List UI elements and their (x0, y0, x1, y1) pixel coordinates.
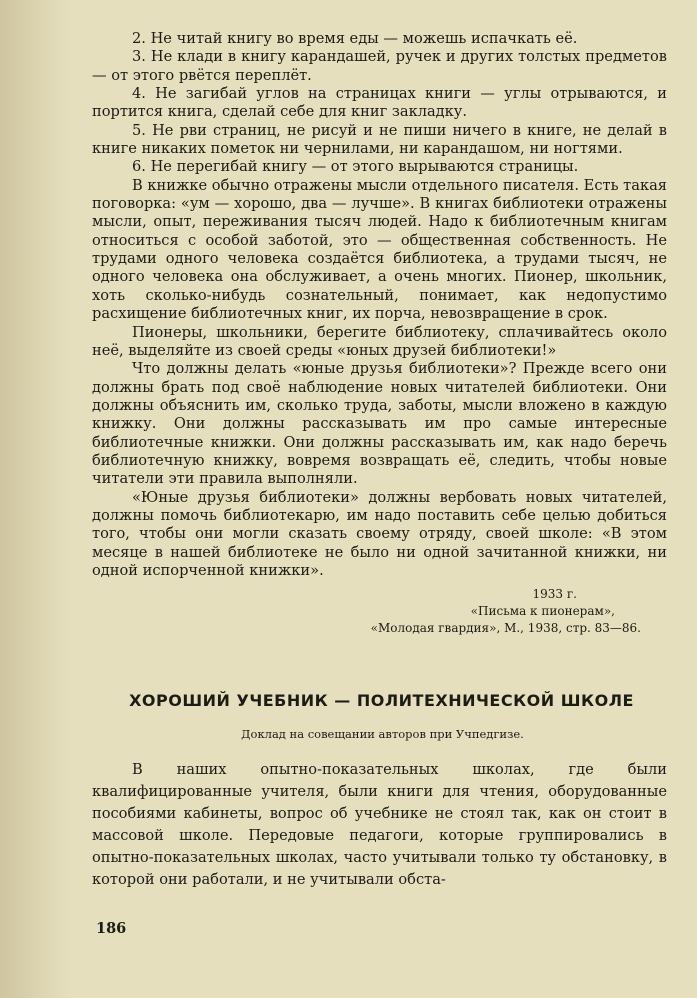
signature-source: «Письма к пионерам», (470, 604, 615, 619)
section-body (92, 759, 667, 891)
signature-block (92, 586, 667, 637)
paragraph-rule-4: 4. Не загибай углов на страницах книги — углы отрываются, и портится книга, сделай себе для книг закладку. (92, 85, 667, 121)
section-paragraph: В наших опытно-показательных школах, где были квалифицированные учителя, были книги для чтения, оборудованные пособиями кабинеты, вопрос об учебнике не стоял так, как он стоит в массовой школе. Передовые педагоги, которые группировались в опытно-показательных школах, часто учитывали только ту обстановку, в которой они работали, и не учитывали обста- (92, 761, 667, 889)
paragraph-rule-3: 3. Не клади в книгу карандашей, ручек и других толстых предметов — от этого рвётся переплёт. (92, 48, 667, 84)
page-number: 186 (96, 920, 127, 937)
signature-year: 1933 г. (532, 587, 577, 602)
paragraph-library-thoughts: В книжке обычно отражены мысли отдельного писателя. Есть такая поговорка: «ум — хорошо, два — лучше». В книгах библиотеки отражены мысли, опыт, переживания тысяч людей. Надо к библиотечным книгам относиться с особой заботой, это — общественная собственность. Не трудами одного человека создаётся библиотека, а трудами тысяч, не одного человека она обслуживает, а очень многих. Пионер, школьник, хоть сколько-нибудь сознательный, понимает, как недопустимо расхищение библиотечных книг, их порча, невозвращение в срок. (92, 176, 667, 323)
paragraph-what-to-do: Что должны делать «юные друзья библиотеки»? Прежде всего они должны брать под своё наблюдение новых читателей библиотеки. Они должны объяснить им, сколько труда, заботы, мысли вложено в каждую книжку. Они должны рассказывать им про самые интересные библиотечные книжки. Они должны рассказывать им, как надо беречь библиотечную книжку, вовремя возвращать её, следить, чтобы новые читатели эти правила выполняли. (92, 360, 667, 488)
paragraph-rule-6: 6. Не перегибай книгу — от этого вырываются страницы. (132, 158, 579, 176)
paragraph-rule-5: 5. Не рви страниц, не рисуй и не пиши ничего в книге, не делай в книге никаких пометок ни чернилами, ни карандашом, ни ногтями. (92, 121, 667, 158)
signature-publication: «Молодая гвардия», М., 1938, стр. 83—86. (370, 621, 641, 636)
paragraph-pioneers: Пионеры, школьники, берегите библиотеку, сплачивайтесь около неё, выделяйте из своей среды «юных друзей библиотеки!» (92, 323, 667, 359)
body-text (92, 30, 667, 580)
section-subtitle: Доклад на совещании авторов при Учпедгизе. (241, 727, 524, 742)
paragraph-rule-2: 2. Не читай книгу во время еды — можешь испачкать её. (132, 30, 578, 47)
section-title: ХОРОШИЙ УЧЕБНИК — ПОЛИТЕХНИЧЕСКОЙ ШКОЛЕ (129, 691, 634, 711)
paragraph-recruit: «Юные друзья библиотеки» должны вербовать новых читателей, должны помочь библиотекарю, им надо поставить себе целью добиться того, чтобы они могли сказать своему отряду, своей школе: «В этом месяце в нашей библиотеке не было ни одной зачитанной книжки, ни одной испорченной книжки». (92, 488, 667, 579)
